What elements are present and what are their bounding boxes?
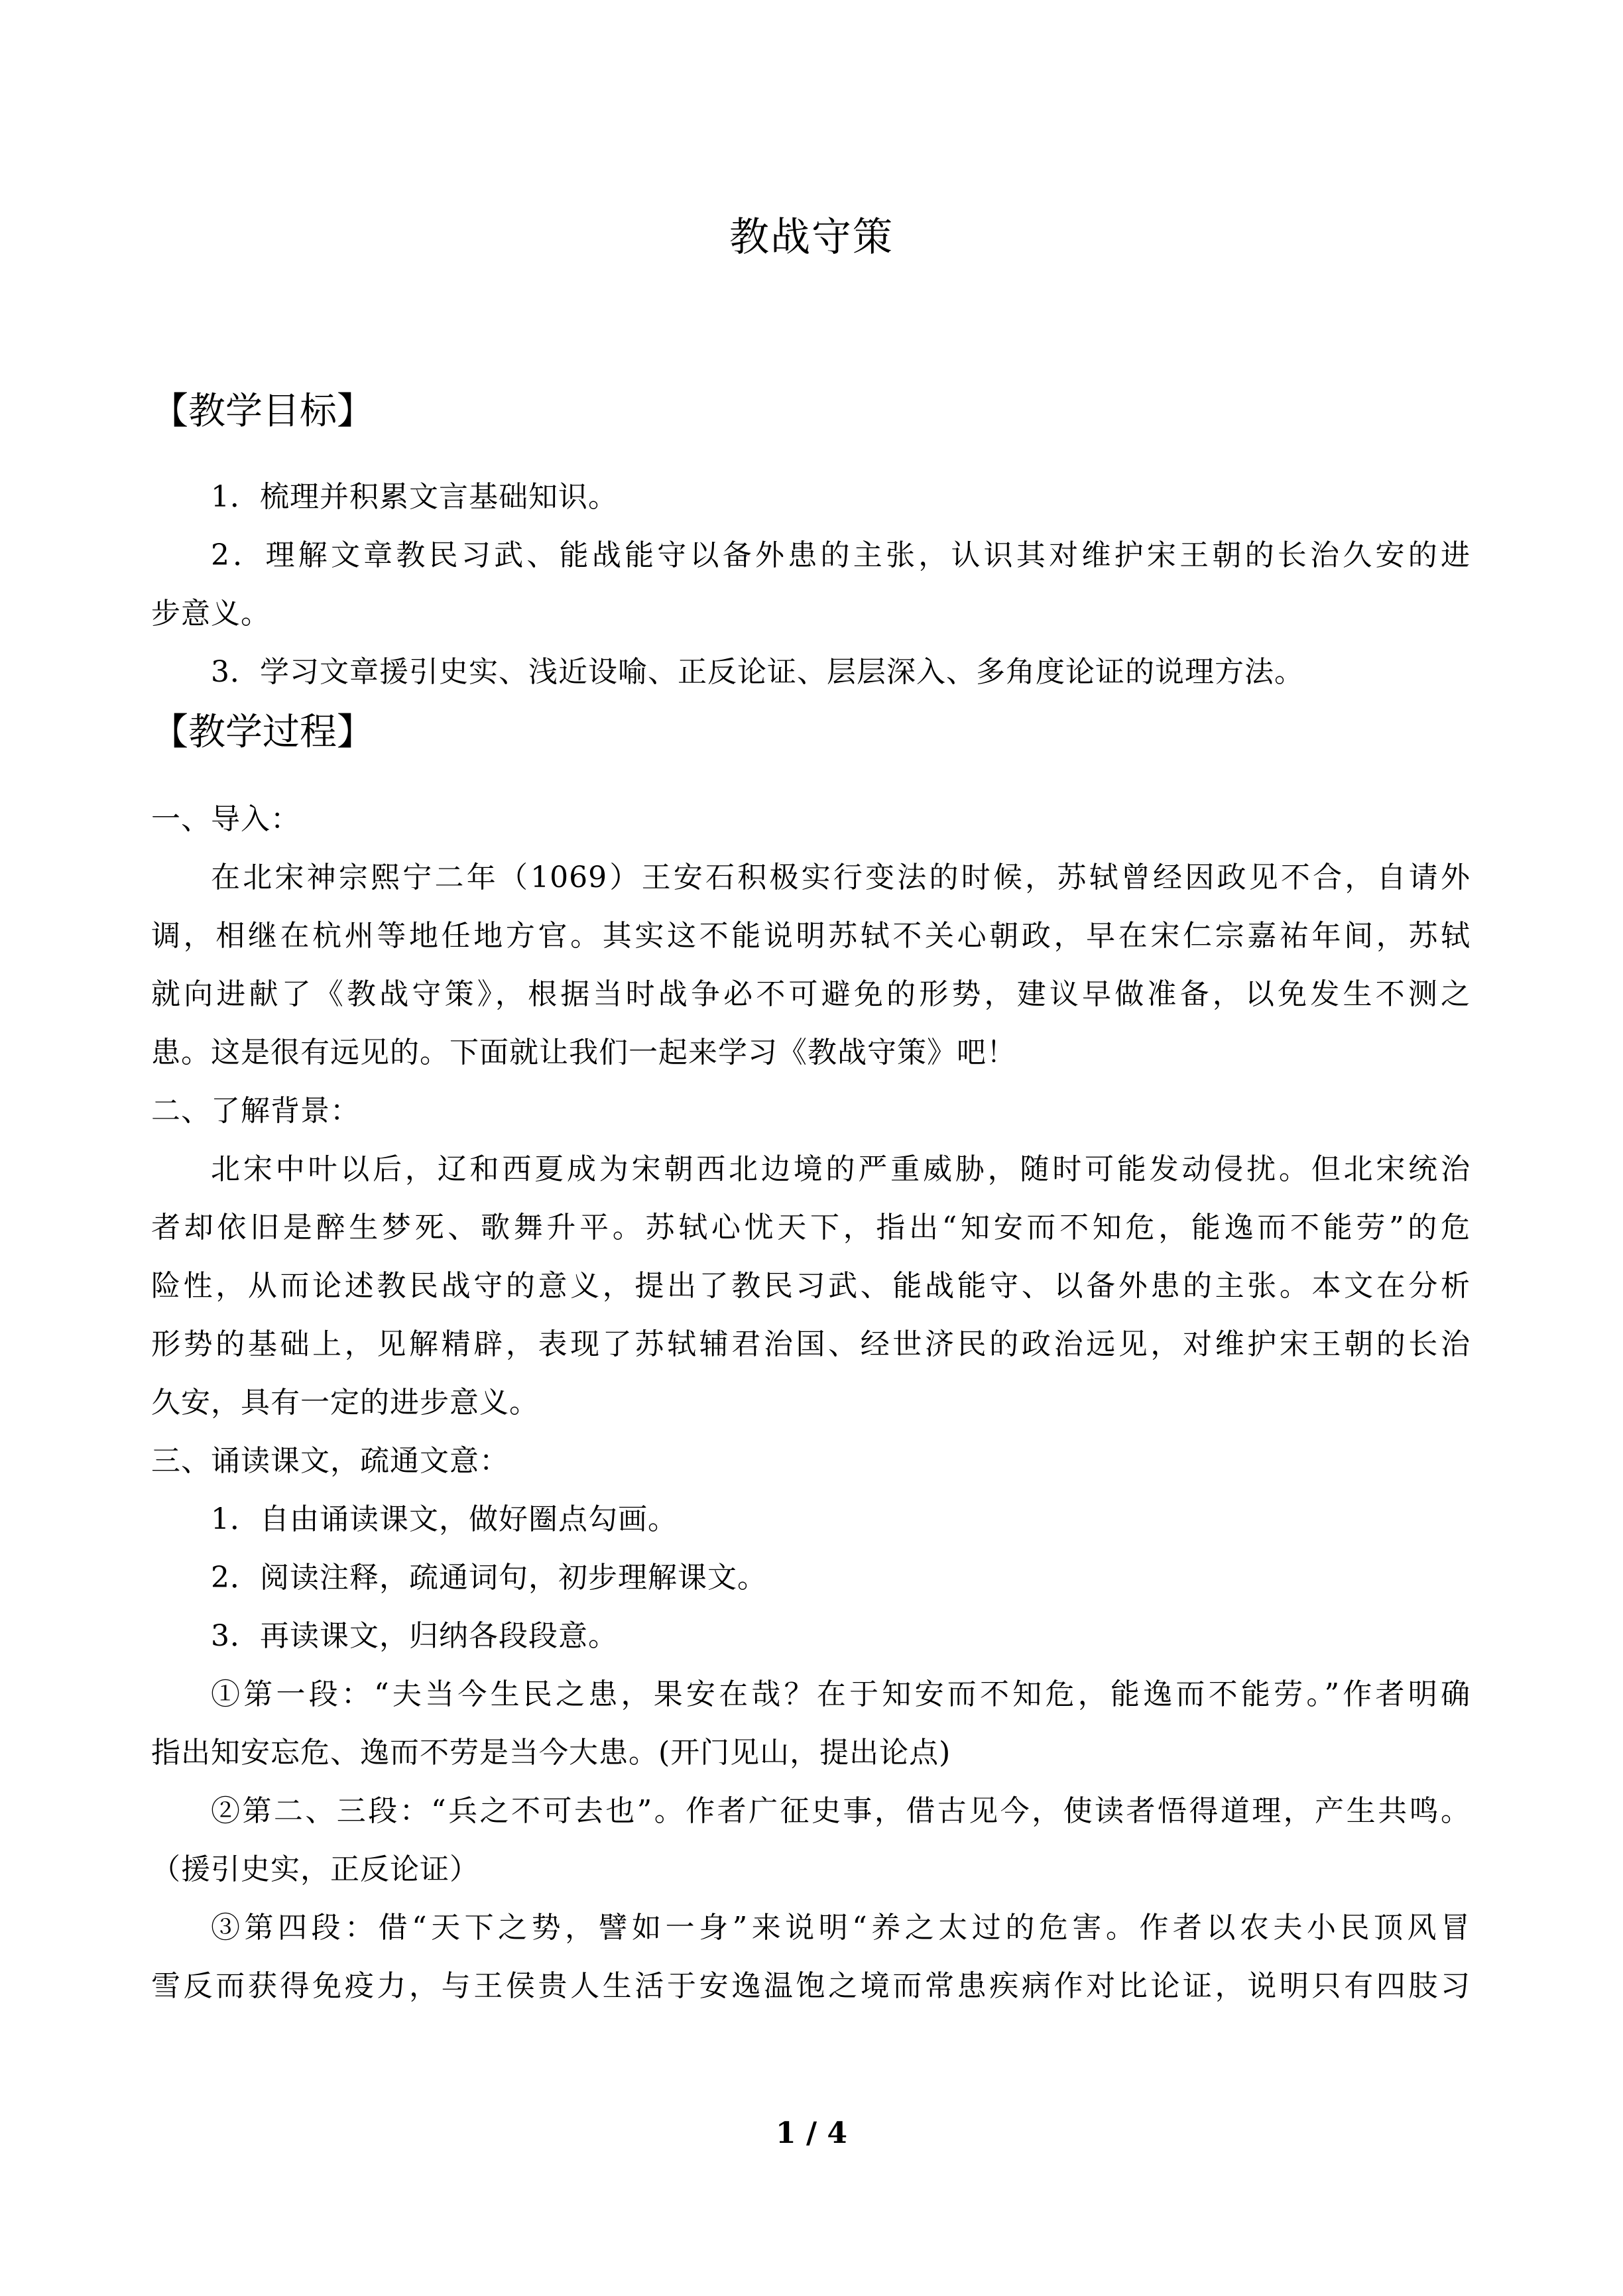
- intro-paragraph-line: 调，相继在杭州等地任地方官。其实这不能说明苏轼不关心朝政，早在宋仁宗嘉祐年间，苏轼: [151, 919, 1471, 953]
- page-number: 1 / 4: [776, 2116, 847, 2150]
- reading-step-1: 1．自由诵读课文，做好圈点勾画。: [211, 1502, 678, 1536]
- intro-paragraph-line: 就向进献了《教战守策》，根据当时战争必不可避免的形势，建议早做准备，以免发生不测之: [151, 977, 1471, 1011]
- teaching-process-heading: 【教学过程】: [151, 711, 374, 754]
- background-paragraph-line: 者却依旧是醉生梦死、歌舞升平。苏轼心忧天下，指出“知安而不知危，能逸而不能劳”的危: [151, 1211, 1471, 1244]
- section-intro-heading: 一、导入：: [151, 802, 300, 836]
- goal-1: 1．梳理并积累文言基础知识。: [211, 480, 618, 514]
- goal-3: 3．学习文章援引史实、浅近设喻、正反论证、层层深入、多角度论证的说理方法。: [211, 655, 1304, 689]
- paragraph-summary-3: ③第四段：借“天下之势，譬如一身”来说明“养之太过的危害。作者以农夫小民顶风冒: [211, 1911, 1471, 1945]
- goal-2: 2．理解文章教民习武、能战能守以备外患的主张，认识其对维护宋王朝的长治久安的进: [211, 538, 1471, 572]
- section-reading-heading: 三、诵读课文，疏通文意：: [151, 1444, 509, 1478]
- goal-2-cont: 步意义。: [151, 597, 270, 631]
- background-paragraph-line: 形势的基础上，见解精辟，表现了苏轼辅君治国、经世济民的政治远见，对维护宋王朝的长治: [151, 1327, 1471, 1361]
- teaching-goals-heading: 【教学目标】: [151, 390, 374, 433]
- paragraph-summary-3-cont: 雪反而获得免疫力，与王侯贵人生活于安逸温饱之境而常患疾病作对比论证，说明只有四肢习: [151, 1969, 1471, 2003]
- background-paragraph-line: 北宋中叶以后，辽和西夏成为宋朝西北边境的严重威胁，随时可能发动侵扰。但北宋统治: [211, 1152, 1471, 1186]
- background-paragraph-line: 久安，具有一定的进步意义。: [151, 1386, 539, 1420]
- paragraph-summary-2-cont: （援引史实，正反论证）: [151, 1852, 479, 1886]
- section-background-heading: 二、了解背景：: [151, 1094, 360, 1128]
- document-title: 教战守策: [729, 214, 894, 261]
- intro-paragraph-line: 患。这是很有远见的。下面就让我们一起来学习《教战守策》吧！: [151, 1036, 1016, 1069]
- intro-paragraph-line: 在北宋神宗熙宁二年（1069）王安石积极实行变法的时候，苏轼曾经因政见不合，自请外: [211, 861, 1471, 894]
- paragraph-summary-2: ②第二、三段：“兵之不可去也”。作者广征史事，借古见今，使读者悟得道理，产生共鸣。: [211, 1794, 1471, 1828]
- reading-step-3: 3．再读课文，归纳各段段意。: [211, 1619, 618, 1653]
- reading-step-2: 2．阅读注释，疏通词句，初步理解课文。: [211, 1561, 767, 1595]
- paragraph-summary-1: ①第一段：“夫当今生民之患，果安在哉？在于知安而不知危，能逸而不能劳。”作者明确: [211, 1677, 1471, 1711]
- paragraph-summary-1-cont: 指出知安忘危、逸而不劳是当今大患。(开门见山，提出论点): [151, 1736, 951, 1770]
- background-paragraph-line: 险性，从而论述教民战守的意义，提出了教民习武、能战能守、以备外患的主张。本文在分析: [151, 1269, 1471, 1303]
